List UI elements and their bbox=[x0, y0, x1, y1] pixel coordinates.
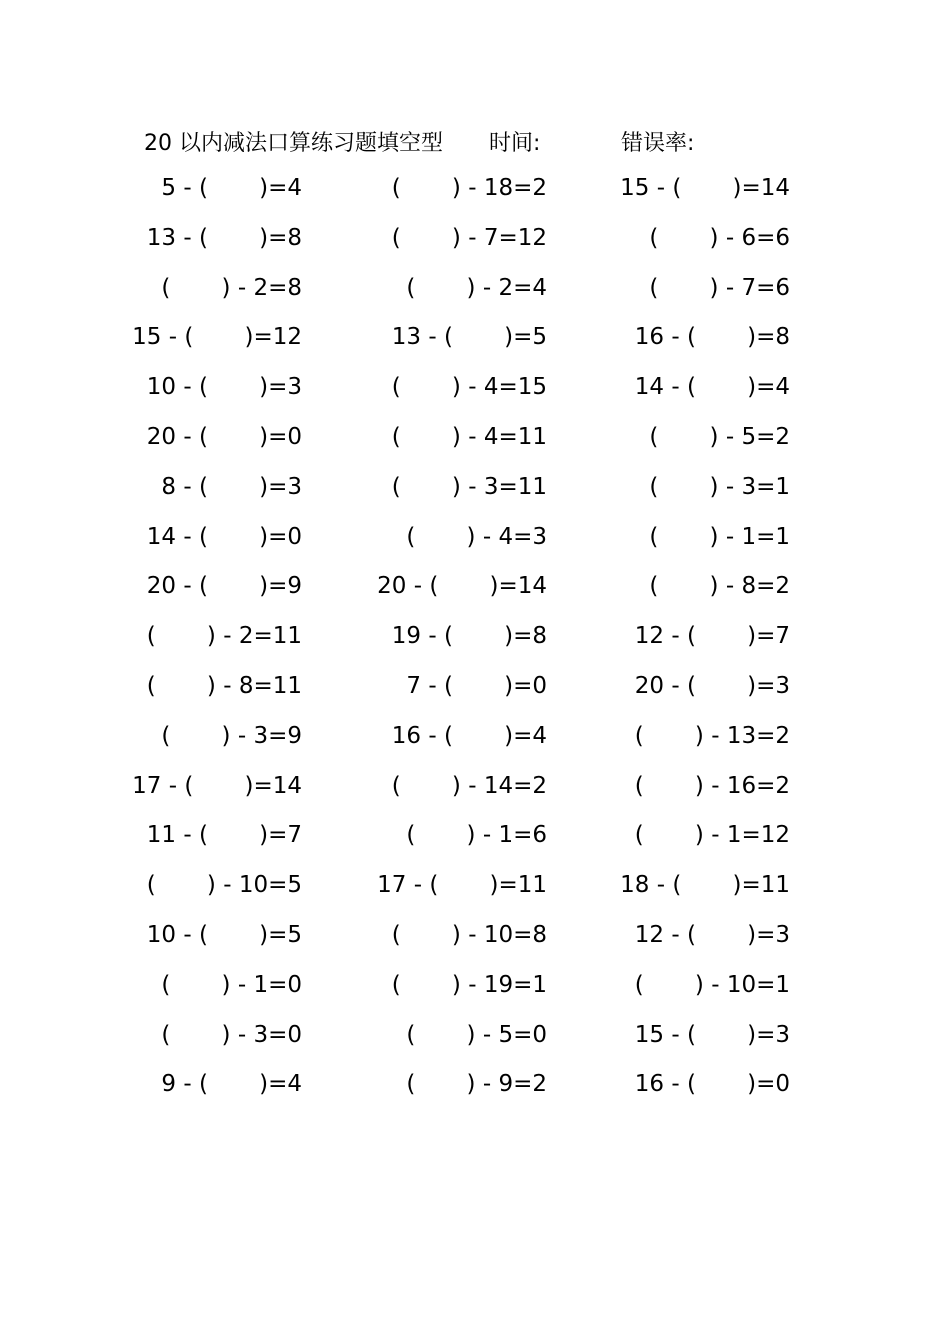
problem-item: ( ) - 4=15 bbox=[391, 374, 547, 401]
problem-item: ( ) - 10=1 bbox=[634, 971, 790, 998]
problem-item: ( ) - 10=5 bbox=[146, 872, 302, 899]
problem-item: 5 - ( )=4 bbox=[161, 175, 302, 201]
problem-item: 7 - ( )=0 bbox=[406, 673, 547, 699]
problem-item: 14 - ( )=0 bbox=[146, 523, 302, 550]
error-rate-label: 错误率: bbox=[621, 131, 695, 156]
problem-item: ( ) - 3=0 bbox=[161, 1021, 302, 1048]
problem-row bbox=[0, 374, 950, 408]
problem-item: ( ) - 19=1 bbox=[391, 971, 547, 998]
problem-item: 20 - ( )=3 bbox=[634, 673, 790, 699]
problem-item: 14 - ( )=4 bbox=[634, 374, 790, 401]
time-label: 时间: bbox=[489, 131, 541, 156]
problem-item: ( ) - 16=2 bbox=[634, 772, 790, 799]
problem-item: 18 - ( )=11 bbox=[620, 872, 790, 899]
problem-item: ( ) - 1=1 bbox=[649, 523, 790, 550]
problem-item: 10 - ( )=3 bbox=[146, 374, 302, 401]
problem-item: 16 - ( )=4 bbox=[391, 722, 547, 749]
worksheet-title: 20 以内减法口算练习题填空型 bbox=[144, 131, 443, 156]
problem-item: ( ) - 14=2 bbox=[391, 772, 547, 799]
problem-item: 8 - ( )=3 bbox=[161, 473, 302, 500]
problem-item: ( ) - 1=12 bbox=[634, 822, 790, 849]
problem-item: 15 - ( )=14 bbox=[620, 175, 790, 201]
problem-item: 17 - ( )=14 bbox=[132, 772, 302, 799]
problem-item: ( ) - 2=11 bbox=[146, 623, 302, 650]
problem-row bbox=[0, 573, 950, 607]
problem-item: ( ) - 4=11 bbox=[391, 424, 547, 450]
problem-row bbox=[0, 1022, 950, 1056]
problem-item: 17 - ( )=11 bbox=[377, 872, 547, 899]
problem-item: ( ) - 3=1 bbox=[649, 473, 790, 500]
problem-item: 13 - ( )=8 bbox=[146, 224, 302, 251]
problem-item: 20 - ( )=14 bbox=[377, 573, 547, 600]
problem-item: ( ) - 2=8 bbox=[161, 274, 302, 301]
problem-item: ( ) - 13=2 bbox=[634, 722, 790, 749]
problem-item: ( ) - 7=12 bbox=[391, 224, 547, 251]
problem-item: 10 - ( )=5 bbox=[146, 922, 302, 948]
problem-item: ( ) - 8=2 bbox=[649, 573, 790, 600]
problem-item: ( ) - 5=0 bbox=[406, 1021, 547, 1048]
problem-item: ( ) - 5=2 bbox=[649, 424, 790, 450]
problem-item: 19 - ( )=8 bbox=[391, 623, 547, 650]
problem-row bbox=[0, 773, 950, 807]
problem-item: 11 - ( )=7 bbox=[146, 822, 302, 849]
problem-item: ( ) - 3=9 bbox=[161, 722, 302, 749]
problem-item: 16 - ( )=0 bbox=[634, 1071, 790, 1098]
problem-row bbox=[0, 723, 950, 757]
problem-item: ( ) - 9=2 bbox=[406, 1071, 547, 1098]
problem-item: 12 - ( )=7 bbox=[634, 623, 790, 650]
problem-row bbox=[0, 474, 950, 508]
problem-row bbox=[0, 872, 950, 906]
problem-item: ( ) - 2=4 bbox=[406, 274, 547, 301]
problem-row bbox=[0, 225, 950, 259]
problem-row bbox=[0, 822, 950, 856]
worksheet-header bbox=[0, 126, 950, 158]
problem-item: 20 - ( )=0 bbox=[146, 424, 302, 450]
problem-row bbox=[0, 524, 950, 558]
problem-item: ( ) - 3=11 bbox=[391, 473, 547, 500]
problem-item: ( ) - 1=0 bbox=[161, 971, 302, 998]
problem-row bbox=[0, 1071, 950, 1105]
problem-item: 15 - ( )=12 bbox=[132, 324, 302, 351]
problem-row bbox=[0, 922, 950, 956]
problem-row bbox=[0, 972, 950, 1006]
problem-row bbox=[0, 623, 950, 657]
problem-item: 9 - ( )=4 bbox=[161, 1071, 302, 1098]
problem-item: 20 - ( )=9 bbox=[146, 573, 302, 600]
problem-item: 13 - ( )=5 bbox=[391, 324, 547, 351]
problem-row bbox=[0, 673, 950, 707]
problem-item: 12 - ( )=3 bbox=[634, 922, 790, 948]
problem-item: ( ) - 18=2 bbox=[391, 175, 547, 201]
problem-item: ( ) - 1=6 bbox=[406, 822, 547, 849]
problem-row bbox=[0, 275, 950, 309]
problem-row bbox=[0, 324, 950, 358]
problem-row bbox=[0, 424, 950, 458]
problem-item: ( ) - 10=8 bbox=[391, 922, 547, 948]
problem-item: ( ) - 4=3 bbox=[406, 523, 547, 550]
problem-item: ( ) - 6=6 bbox=[649, 224, 790, 251]
problem-row bbox=[0, 175, 950, 209]
problem-item: ( ) - 8=11 bbox=[146, 673, 302, 699]
problem-item: 15 - ( )=3 bbox=[634, 1021, 790, 1048]
problem-item: 16 - ( )=8 bbox=[634, 324, 790, 351]
problem-item: ( ) - 7=6 bbox=[649, 274, 790, 301]
